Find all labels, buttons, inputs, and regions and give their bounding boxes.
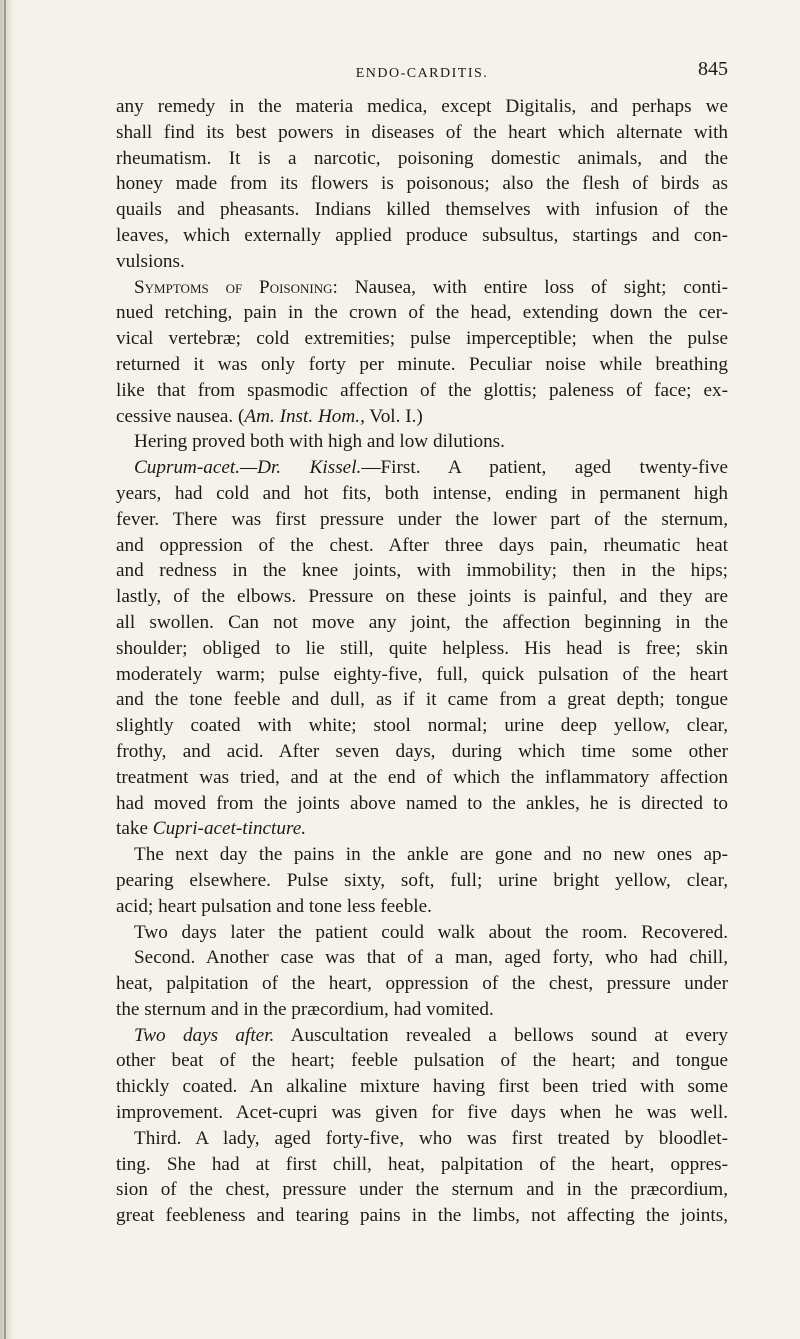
- text-line: pearing elsewhere. Pulse sixty, soft, full; urine bright yellow, clear,: [116, 869, 728, 891]
- running-head: ENDO-CARDITIS.: [355, 66, 489, 81]
- text-line: like that from spasmodic affection of the glottis; paleness of face; ex-: [116, 379, 728, 401]
- text-line: any remedy in the materia medica, except Digitalis, and perhaps we: [116, 96, 728, 117]
- text-line: acid; heart pulsation and tone less feeble.: [116, 895, 432, 917]
- text-line: great feebleness and tearing pains in the limbs, not affecting the joints,: [116, 1205, 728, 1227]
- text-line: vulsions.: [116, 250, 185, 272]
- text-line: shall find its best powers in diseases of the heart which alternate with: [116, 121, 728, 143]
- text-fragment: —First. A patient, aged twenty-five: [361, 457, 728, 479]
- text-line: [116, 1023, 728, 1049]
- text-line: The next day the pains in the ankle are gone and no new ones ap-: [134, 844, 728, 866]
- text-line: quails and pheasants. Indians killed themselves with infusion of the: [116, 199, 728, 221]
- text-line: vical vertebræ; cold extremities; pulse imperceptible; when the pulse: [116, 328, 728, 350]
- section-heading-cuprum: Cuprum-acet.—Dr. Kissel.: [134, 457, 362, 479]
- text-line: and redness in the knee joints, with immobility; then in the hips;: [116, 560, 728, 582]
- page-header: [116, 58, 728, 92]
- text-line: sion of the chest, pressure under the sternum and in the præcordium,: [116, 1179, 728, 1201]
- text-line: other beat of the heart; feeble pulsation of the heart; and tongue: [116, 1050, 728, 1072]
- text-line: frothy, and acid. After seven days, during which time some other: [116, 740, 728, 762]
- text-fragment: Auscultation revealed a bellows sound at every: [274, 1024, 728, 1046]
- body-text: [116, 94, 728, 1229]
- remedy-name: Cupri-acet-tincture.: [152, 818, 307, 840]
- text-line: leaves, which externally applied produce subsultus, startings and con-: [116, 224, 728, 246]
- time-marker: Two days after.: [134, 1024, 275, 1046]
- text-line: honey made from its flowers is poisonous; also the flesh of birds as: [116, 173, 728, 195]
- text-line: moderately warm; pulse eighty-five, full, quick pulsation of the heart: [116, 663, 728, 685]
- page-edge-shadow: [0, 0, 14, 1339]
- page-number: 845: [698, 58, 728, 80]
- text-line: slightly coated with white; stool normal; urine deep yellow, clear,: [116, 715, 728, 737]
- text-line: and the tone feeble and dull, as if it came from a great depth; tongue: [116, 689, 728, 711]
- section-heading-symptoms: Symptoms of Poisoning: [134, 276, 333, 298]
- text-line: years, had cold and hot fits, both intense, ending in permanent high: [116, 482, 728, 504]
- text-line: rheumatism. It is a narcotic, poisoning domestic animals, and the: [116, 147, 728, 169]
- text-line: [116, 275, 728, 301]
- text-line: nued retching, pain in the crown of the head, extending down the cer-: [116, 302, 728, 324]
- text-line: [116, 404, 728, 430]
- text-line: thickly coated. An alkaline mixture having first been tried with some: [116, 1076, 728, 1098]
- text-line: all swollen. Can not move any joint, the affection beginning in the: [116, 611, 728, 633]
- text-line: Hering proved both with high and low dilutions.: [134, 431, 505, 453]
- text-line: shoulder; obliged to lie still, quite helpless. His head is free; skin: [116, 637, 728, 659]
- book-page: [116, 58, 728, 1229]
- text-line: lastly, of the elbows. Pressure on these joints is painful, and they are: [116, 586, 728, 608]
- text-line: improvement. Acet-cupri was given for five days when he was well.: [116, 1102, 728, 1124]
- text-fragment: take: [116, 818, 153, 840]
- text-line: [116, 816, 728, 842]
- text-line: treatment was tried, and at the end of which the inflammatory affection: [116, 766, 728, 788]
- page-edge-line: [4, 0, 6, 1339]
- text-fragment: , Vol. I.): [360, 405, 423, 427]
- citation-title: Am. Inst. Hom.: [244, 405, 361, 427]
- text-line: fever. There was first pressure under the lower part of the sternum,: [116, 508, 728, 530]
- text-line: Two days later the patient could walk about the room. Recovered.: [134, 921, 728, 943]
- text-line: Second. Another case was that of a man, aged forty, who had chill,: [134, 947, 728, 969]
- text-fragment: : Nausea, with entire loss of sight; conti-: [332, 276, 728, 298]
- text-line: ting. She had at first chill, heat, palpitation of the heart, oppres-: [116, 1153, 728, 1175]
- text-line: heat, palpitation of the heart, oppression of the chest, pressure under: [116, 973, 728, 995]
- text-line: [116, 455, 728, 481]
- text-line: returned it was only forty per minute. Peculiar noise while breathing: [116, 353, 728, 375]
- text-line: had moved from the joints above named to the ankles, he is directed to: [116, 792, 728, 814]
- text-line: and oppression of the chest. After three days pain, rheumatic heat: [116, 534, 728, 556]
- text-fragment: cessive nausea. (: [116, 405, 245, 427]
- text-line: Third. A lady, aged forty-five, who was first treated by bloodlet-: [134, 1127, 728, 1149]
- text-line: the sternum and in the præcordium, had vomited.: [116, 998, 494, 1020]
